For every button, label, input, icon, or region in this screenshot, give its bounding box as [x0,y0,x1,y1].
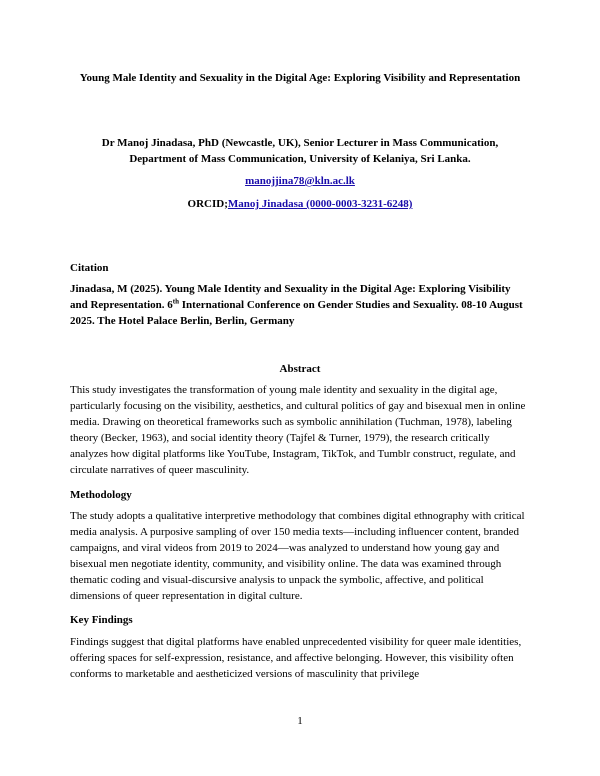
author-line-2: Department of Mass Communication, University of Kelaniya, Sri Lanka. [129,153,471,165]
citation-ordinal-suffix: th [172,297,180,306]
methodology-paragraph: The study adopts a qualitative interpretive methodology that combines digital ethnography with critical media analysis. A purposive sampling of over 150 media texts—including influencer content, branded campaigns, and viral videos from 2019 to 2024—was analyzed to understand how young gay and bisexual men negotiate identity, community, and visibility online. The data was examined through thematic coding and visual-discursive analysis to unpack the symbolic, affective, and political dimensions of queer representation in digital culture. [70,510,525,602]
author-line-1: Dr Manoj Jinadasa, PhD (Newcastle, UK), Senior Lecturer in Mass Communication, [101,137,499,149]
citation-text-part-2: International Conference on Gender Studies and Sexuality. 08-10 August 2025. The Hotel Palace Berlin, Berlin, Germany [70,299,523,327]
abstract-heading: Abstract [279,363,321,375]
citation-text [70,281,530,329]
orcid-link[interactable]: Manoj Jinadasa (0000-0003-3231-6248) [227,198,413,210]
author-email-link[interactable]: manojjina78@kln.ac.lk [245,175,355,187]
author-email-line [70,173,530,189]
methodology-heading: Methodology [70,489,132,501]
paper-title: Young Male Identity and Sexuality in the Digital Age: Exploring Visibility and Representation [79,72,521,84]
author-affiliation [70,135,530,167]
orcid-line [70,196,530,212]
abstract-paragraph: This study investigates the transformation of young male identity and sexuality in the digital age, particularly focusing on the visibility, aesthetics, and cultural politics of gay and bisexual men in online media. Drawing on theoretical frameworks such as symbolic annihilation (Tuchman, 1978), labeling theory (Becker, 1963), and social identity theory (Tajfel & Turner, 1979), the research critically analyzes how digital platforms like YouTube, Instagram, TikTok, and Tumblr construct, regulate, and circulate narratives of queer masculinity. [70,384,526,476]
key-findings-paragraph: Findings suggest that digital platforms have enabled unprecedented visibility for queer male identities, offering spaces for self-expression, resistance, and affective belonging. However, this visibility often conforms to marketable and aestheticized versions of masculinity that privilege [70,636,522,680]
citation-text-part-1: Jinadasa, M (2025). Young Male Identity and Sexuality in the Digital Age: Exploring Visibility and Representation. 6 [70,283,511,311]
orcid-label: ORCID; [187,198,228,210]
page-number: 1 [297,715,303,727]
key-findings-heading: Key Findings [70,614,133,626]
citation-heading: Citation [70,262,109,274]
